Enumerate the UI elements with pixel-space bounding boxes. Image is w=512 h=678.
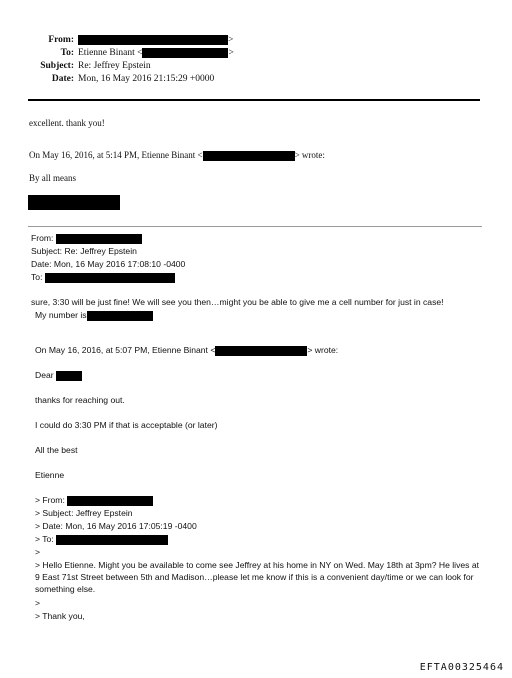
orig-from-label: > From: xyxy=(35,495,65,505)
redaction-box xyxy=(56,535,168,545)
header-subject-row xyxy=(0,60,151,72)
redaction-box xyxy=(28,195,120,210)
redaction-box xyxy=(56,371,82,381)
bates-number: EFTA00325464 xyxy=(419,662,504,673)
header-from-label: From: xyxy=(48,35,74,45)
fwd1-subject: Subject: Re: Jeffrey Epstein xyxy=(31,246,137,256)
redaction-box xyxy=(203,151,295,161)
orig-blank-line-2: > xyxy=(35,598,41,608)
fwd1-from-label: From: xyxy=(31,233,54,243)
redaction-box xyxy=(56,234,142,244)
fwd1-quote-intro xyxy=(35,344,338,356)
fwd1-quote-intro-end: > wrote: xyxy=(307,345,339,355)
binant-line1: thanks for reaching out. xyxy=(35,395,125,405)
orig-to-label: > To: xyxy=(35,534,54,544)
orig-blank-line: > xyxy=(35,547,41,557)
reply-quote-intro xyxy=(29,149,325,161)
fwd1-number-label: My number is xyxy=(35,310,87,320)
binant-signature: Etienne xyxy=(35,470,65,480)
fwd1-body-line2 xyxy=(35,309,153,321)
header-to-close: > xyxy=(228,48,234,58)
header-divider xyxy=(28,99,480,101)
forward-divider xyxy=(28,226,482,227)
orig-from-row xyxy=(35,494,153,506)
header-date-value: Mon, 16 May 2016 21:15:29 +0000 xyxy=(78,74,215,84)
redaction-box xyxy=(78,35,228,45)
orig-closing: > Thank you, xyxy=(35,611,85,621)
header-date-row xyxy=(0,73,214,85)
fwd1-quote-intro-start: On May 16, 2016, at 5:07 PM, Etienne Binant < xyxy=(35,345,216,355)
header-subject-value: Re: Jeffrey Epstein xyxy=(78,61,151,71)
redaction-box xyxy=(142,48,228,58)
fwd1-body-line1: sure, 3:30 will be just fine! We will see you then…might you be able to give me a cell number for just in case! xyxy=(31,297,444,307)
header-date-label: Date: xyxy=(51,74,74,84)
redaction-box xyxy=(215,346,307,356)
binant-greeting-row xyxy=(35,369,82,381)
fwd1-from-row xyxy=(31,232,142,244)
reply-quote-intro-end: > wrote: xyxy=(294,150,325,160)
header-subject-label: Subject: xyxy=(40,61,74,71)
header-from-close: > xyxy=(228,35,234,45)
header-to-label: To: xyxy=(60,48,74,58)
binant-reply-text: By all means xyxy=(29,173,76,183)
redaction-box xyxy=(45,273,175,283)
redaction-box xyxy=(87,311,153,321)
binant-line2: I could do 3:30 PM if that is acceptable (or later) xyxy=(35,420,218,430)
fwd1-to-label: To: xyxy=(31,272,43,282)
orig-subject: > Subject: Jeffrey Epstein xyxy=(35,508,133,518)
binant-line3: All the best xyxy=(35,445,78,455)
header-from-row xyxy=(0,34,233,46)
header-to-name: Etienne Binant < xyxy=(78,48,143,58)
orig-to-row xyxy=(35,533,168,545)
redaction-box xyxy=(67,496,153,506)
fwd1-date: Date: Mon, 16 May 2016 17:08:10 -0400 xyxy=(31,259,186,269)
reply-text: excellent. thank you! xyxy=(29,118,105,128)
binant-greeting: Dear xyxy=(35,370,54,380)
fwd1-to-row xyxy=(31,271,175,283)
reply-quote-intro-start: On May 16, 2016, at 5:14 PM, Etienne Binant < xyxy=(29,150,203,160)
header-to-row xyxy=(0,47,234,59)
orig-body: > Hello Etienne. Might you be available to come see Jeffrey at his home in NY on Wed. May 18th at 3pm? He lives at 9 East 71st Street between 5th and Madison…please let me know if this is a convenient day/time or we can look for something else. xyxy=(35,560,480,594)
orig-date: > Date: Mon, 16 May 2016 17:05:19 -0400 xyxy=(35,521,197,531)
